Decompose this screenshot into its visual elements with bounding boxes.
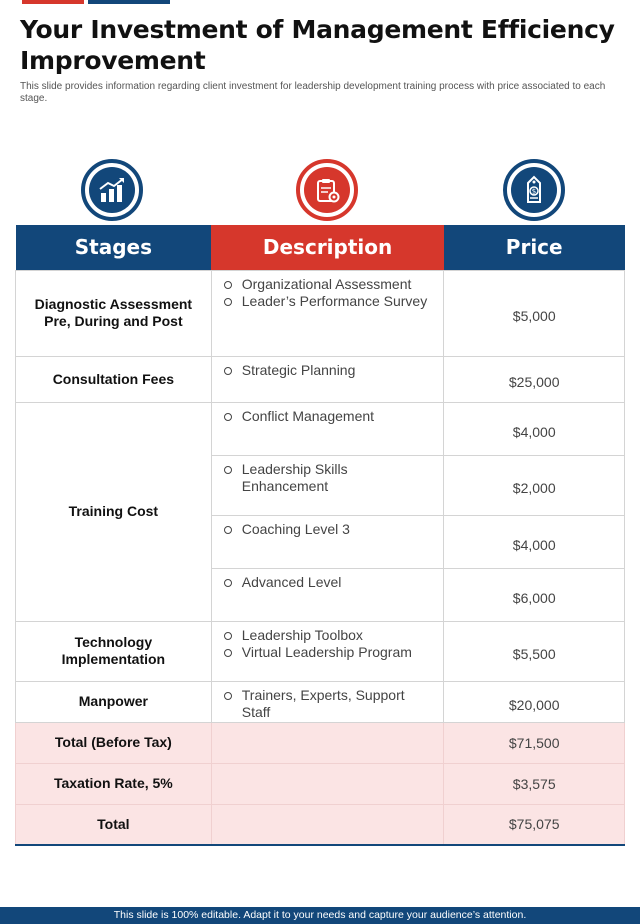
description-cell	[211, 568, 444, 621]
total-row	[16, 722, 625, 763]
total-value: $75,075	[444, 804, 625, 845]
table-row	[16, 270, 625, 356]
svg-text:$: $	[531, 187, 537, 196]
stage-cell: Training Cost	[16, 402, 212, 621]
top-accent-red	[22, 0, 84, 4]
description-item: Conflict Management	[220, 408, 436, 425]
table-row	[16, 621, 625, 681]
description-cell	[211, 515, 444, 568]
total-label: Total	[16, 804, 212, 845]
table-row	[16, 356, 625, 402]
stage-cell: Technology Implementation	[16, 621, 212, 681]
header-price: Price	[444, 225, 625, 270]
investment-table	[15, 225, 625, 846]
table-row	[16, 681, 625, 722]
total-value: $3,575	[444, 763, 625, 804]
growth-chart-icon	[81, 159, 143, 221]
description-item: Leadership Skills Enhancement	[220, 461, 436, 495]
description-item: Trainers, Experts, Support Staff	[220, 687, 436, 721]
description-item: Leader’s Performance Survey	[220, 293, 436, 310]
stage-cell: Diagnostic Assessment Pre, During and Post	[16, 270, 212, 356]
price-cell: $4,000	[444, 515, 625, 568]
stage-cell: Consultation Fees	[16, 356, 212, 402]
bullet-icon	[224, 692, 232, 700]
total-label: Total (Before Tax)	[16, 722, 212, 763]
table-row	[16, 402, 625, 455]
price-cell: $20,000	[444, 681, 625, 722]
description-cell	[211, 681, 444, 722]
description-item: Organizational Assessment	[220, 276, 436, 293]
description-item: Leadership Toolbox	[220, 627, 436, 644]
price-cell: $25,000	[444, 356, 625, 402]
total-empty-cell	[211, 722, 444, 763]
top-accent-blue	[88, 0, 170, 4]
bullet-icon	[224, 649, 232, 657]
description-item: Virtual Leadership Program	[220, 644, 436, 661]
bullet-icon	[224, 367, 232, 375]
bullet-icon	[224, 413, 232, 421]
page-title: Your Investment of Management Efficiency Improvement	[20, 15, 615, 75]
price-cell: $5,000	[444, 270, 625, 356]
bullet-icon	[224, 466, 232, 474]
total-label: Taxation Rate, 5%	[16, 763, 212, 804]
description-item: Coaching Level 3	[220, 521, 436, 538]
header-stages: Stages	[16, 225, 212, 270]
bullet-icon	[224, 281, 232, 289]
price-cell: $5,500	[444, 621, 625, 681]
description-cell	[211, 455, 444, 515]
bullet-icon	[224, 579, 232, 587]
total-row	[16, 804, 625, 845]
description-cell	[211, 270, 444, 356]
total-row	[16, 763, 625, 804]
footer-banner: This slide is 100% editable. Adapt it to your needs and capture your audience’s attention.	[0, 907, 640, 924]
page-subtitle: This slide provides information regarding client investment for leadership development training process with price associated to each stage.	[20, 81, 606, 104]
total-empty-cell	[211, 763, 444, 804]
price-tag-icon	[503, 159, 565, 221]
description-cell	[211, 356, 444, 402]
description-cell	[211, 402, 444, 455]
description-item: Advanced Level	[220, 574, 436, 591]
price-cell: $6,000	[444, 568, 625, 621]
bullet-icon	[224, 298, 232, 306]
total-value: $71,500	[444, 722, 625, 763]
price-cell: $2,000	[444, 455, 625, 515]
description-item: Strategic Planning	[220, 362, 436, 379]
table-header-row	[16, 225, 625, 270]
price-cell: $4,000	[444, 402, 625, 455]
bullet-icon	[224, 632, 232, 640]
description-cell	[211, 621, 444, 681]
clipboard-gear-icon	[296, 159, 358, 221]
header-description: Description	[211, 225, 444, 270]
stage-cell: Manpower	[16, 681, 212, 722]
bullet-icon	[224, 526, 232, 534]
total-empty-cell	[211, 804, 444, 845]
